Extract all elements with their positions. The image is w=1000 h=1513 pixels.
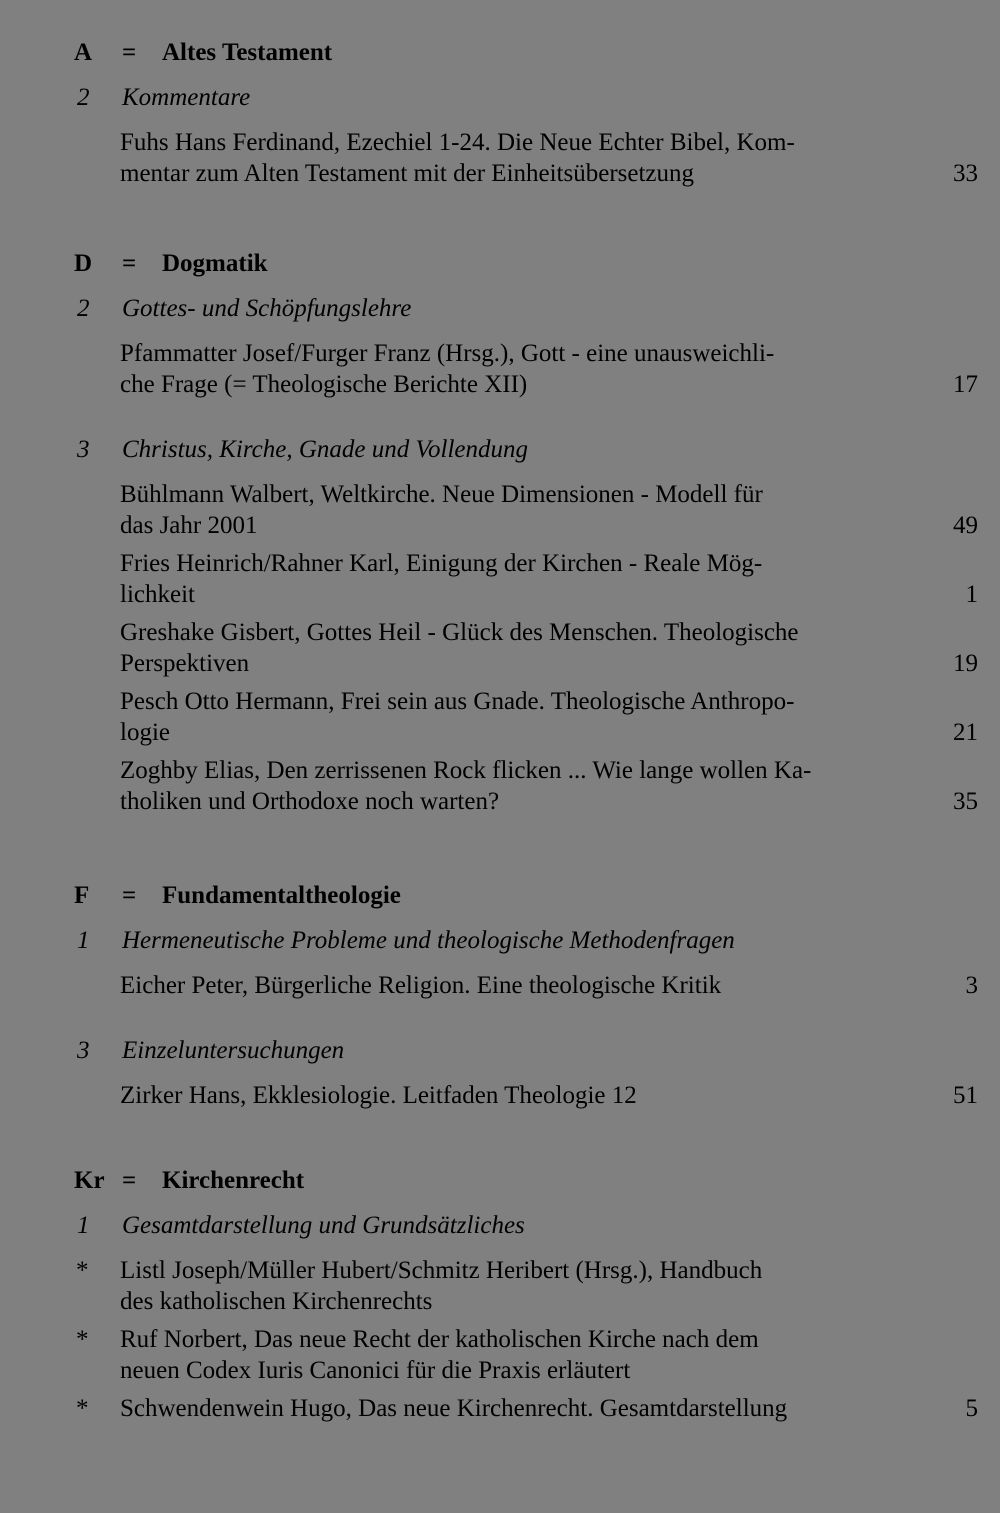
entry-page-number: 51 [953,1082,978,1109]
index-section [0,1164,1000,1422]
asterisk-marker: * [76,1257,89,1284]
subsection-heading [0,924,1000,958]
index-section [0,247,1000,815]
entry-line: neuen Codex Iuris Canonici für die Praxis erläutert [120,1357,631,1384]
subsection-number: 2 [77,84,90,111]
entry-line: Fuhs Hans Ferdinand, Ezechiel 1-24. Die Neue Echter Bibel, Kom- [120,129,795,156]
section-title: Dogmatik [162,250,268,277]
index-entry [0,338,1000,400]
entry-page-number: 5 [965,1395,978,1422]
entry-line: mentar zum Alten Testament mit der Einheitsübersetzung [120,160,695,187]
subsection-heading [0,81,1000,115]
subsection-title: Christus, Kirche, Gnade und Vollendung [122,436,529,463]
subsection-title: Gesamtdarstellung und Grundsätzliches [122,1212,525,1239]
index-entry [0,1393,1000,1424]
entry-line: lichkeit [120,581,195,608]
index-entry [0,548,1000,610]
section-equals: = [122,39,137,66]
index-entry [0,479,1000,541]
section-equals: = [122,1167,137,1194]
entry-line: Zirker Hans, Ekklesiologie. Leitfaden Theologie 12 [120,1082,637,1109]
subsection-heading [0,1034,1000,1068]
entry-line: Eicher Peter, Bürgerliche Religion. Eine theologische Kritik [120,972,722,999]
section-heading [0,879,1000,913]
entry-page-number: 1 [965,581,978,608]
entry-line: des katholischen Kirchenrechts [120,1288,433,1315]
section-title: Fundamentaltheologie [162,882,401,909]
subsection-number: 3 [77,1037,90,1064]
section-heading [0,247,1000,281]
index-entry [0,970,1000,1001]
entry-line: Ruf Norbert, Das neue Recht der katholischen Kirche nach dem [120,1326,759,1353]
entry-line: Pesch Otto Hermann, Frei sein aus Gnade. Theologische Anthropo- [120,688,795,715]
subsection-number: 2 [77,295,90,322]
subsection-heading [0,433,1000,467]
subsection-number: 3 [77,436,90,463]
entry-page-number: 3 [965,972,978,999]
index-entry [0,1080,1000,1111]
subsection-title: Kommentare [122,84,251,111]
index-entry [0,1324,1000,1386]
asterisk-marker: * [76,1395,89,1422]
subsection-heading [0,1209,1000,1243]
index-section [0,879,1000,1109]
entry-line: Zoghby Elias, Den zerrissenen Rock flicken ... Wie lange wollen Ka- [120,757,812,784]
section-heading [0,1164,1000,1198]
section-code: D [74,250,93,277]
section-equals: = [122,250,137,277]
section-code: F [74,882,90,909]
subsection-heading [0,292,1000,326]
index-entry [0,755,1000,817]
entry-line: Greshake Gisbert, Gottes Heil - Glück des Menschen. Theologische [120,619,799,646]
subsection-title: Gottes- und Schöpfungslehre [122,295,412,322]
entry-line: Schwendenwein Hugo, Das neue Kirchenrecht. Gesamtdarstellung [120,1395,788,1422]
subsection-number: 1 [77,1212,90,1239]
entry-line: che Frage (= Theologische Berichte XII) [120,371,528,398]
entry-page-number: 21 [953,719,978,746]
entry-line: das Jahr 2001 [120,512,258,539]
entry-page-number: 49 [953,512,978,539]
index-entry [0,686,1000,748]
index-section [0,36,1000,187]
section-heading [0,36,1000,70]
section-equals: = [122,882,137,909]
entry-line: tholiken und Orthodoxe noch warten? [120,788,500,815]
entry-page-number: 33 [953,160,978,187]
asterisk-marker: * [76,1326,89,1353]
index-entry [0,1255,1000,1317]
section-code: Kr [74,1167,105,1194]
index-entry [0,127,1000,189]
entry-page-number: 35 [953,788,978,815]
subsection-title: Einzeluntersuchungen [122,1037,345,1064]
entry-page-number: 19 [953,650,978,677]
subsection-title: Hermeneutische Probleme und theologische Methodenfragen [122,927,735,954]
section-title: Altes Testament [162,39,333,66]
entry-line: Listl Joseph/Müller Hubert/Schmitz Heribert (Hrsg.), Handbuch [120,1257,763,1284]
index-entry [0,617,1000,679]
subsection-number: 1 [77,927,90,954]
entry-line: Fries Heinrich/Rahner Karl, Einigung der Kirchen - Reale Mög- [120,550,763,577]
entry-page-number: 17 [953,371,978,398]
entry-line: logie [120,719,170,746]
entry-line: Bühlmann Walbert, Weltkirche. Neue Dimensionen - Modell für [120,481,763,508]
entry-line: Pfammatter Josef/Furger Franz (Hrsg.), Gott - eine unausweichli- [120,340,775,367]
section-title: Kirchenrecht [162,1167,305,1194]
entry-line: Perspektiven [120,650,250,677]
section-code: A [74,39,93,66]
